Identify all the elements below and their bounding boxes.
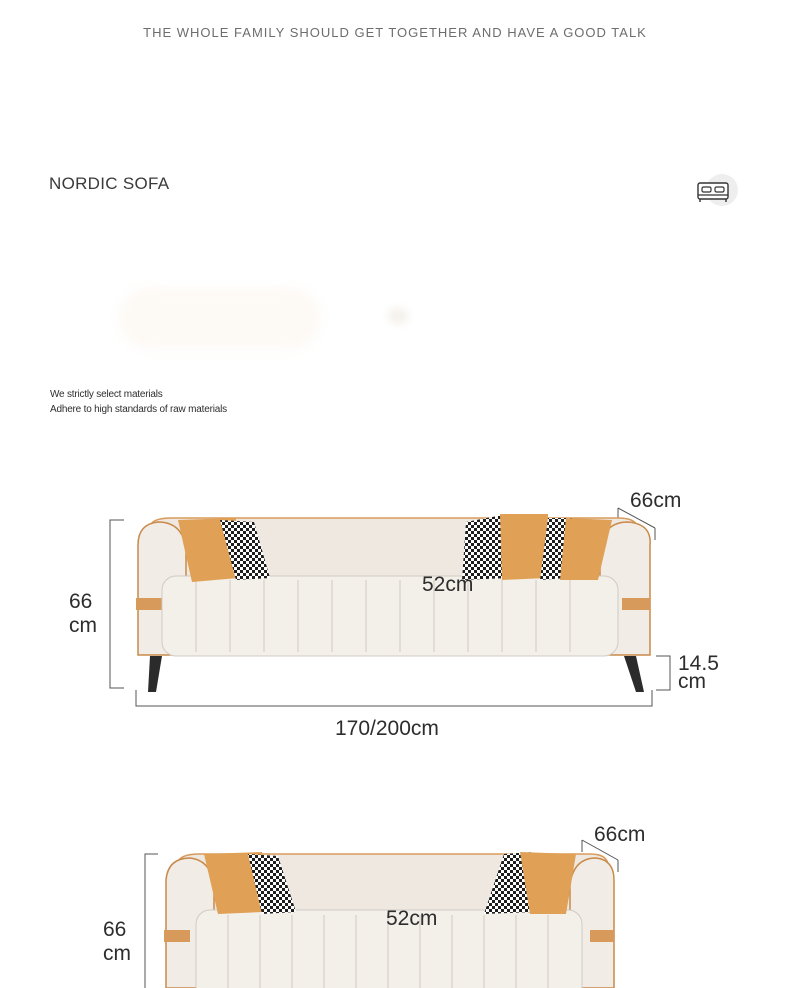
material-note: Adhere to high standards of raw materials (50, 404, 227, 415)
seat-depth-label: 52cm (422, 573, 474, 596)
length-label: 170/200cm (335, 717, 439, 740)
product-title: NORDIC SOFA (49, 174, 170, 193)
sofa-diagram-1 (0, 470, 790, 750)
bed-icon (694, 172, 740, 208)
height-unit: cm (69, 614, 97, 637)
tagline: THE WHOLE FAMILY SHOULD GET TOGETHER AND HAVE A GOOD TALK (143, 25, 647, 40)
leg-height-value: 14.5 (678, 652, 719, 675)
material-note: We strictly select materials (50, 389, 163, 400)
sofa-diagram-2 (0, 810, 790, 988)
faded-decoration (120, 288, 320, 348)
seat-depth-label: 52cm (386, 907, 438, 930)
height-value: 66 (103, 918, 127, 941)
depth-label: 66cm (630, 489, 682, 512)
height-unit: cm (103, 942, 131, 965)
depth-label: 66cm (594, 823, 646, 846)
faded-decoration (388, 308, 408, 324)
leg-height-unit: cm (678, 670, 706, 693)
height-value: 66 (69, 590, 93, 613)
